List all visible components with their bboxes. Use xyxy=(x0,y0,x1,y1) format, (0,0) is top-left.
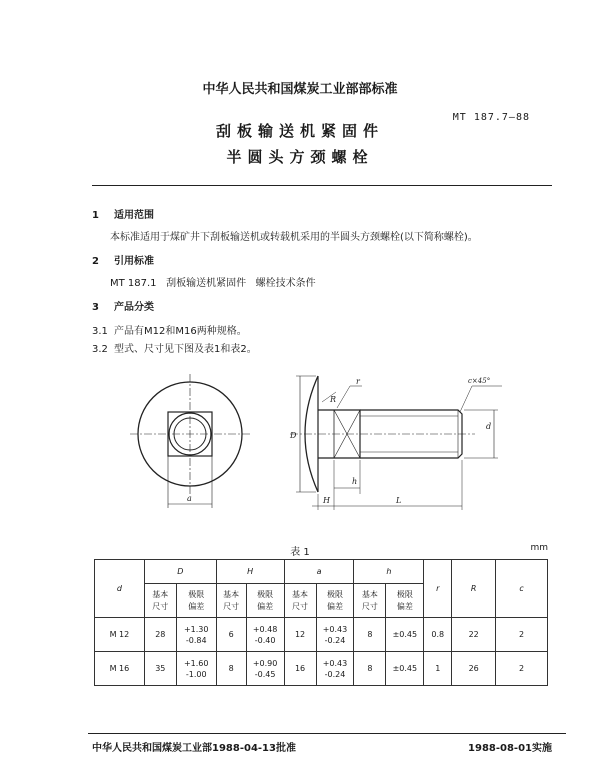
col-header-a: a xyxy=(284,560,354,584)
subheader-deviation: 极限 偏差 xyxy=(386,584,424,618)
subheader-deviation: 极限 偏差 xyxy=(316,584,354,618)
col-header-d: d xyxy=(95,560,145,618)
col-header-r: r xyxy=(424,560,452,618)
cell-R: 26 xyxy=(452,652,496,686)
bolt-top-view xyxy=(130,374,250,508)
col-header-R: R xyxy=(452,560,496,618)
bolt-side-view xyxy=(289,376,502,510)
table-row xyxy=(95,652,548,686)
cell-c: 2 xyxy=(496,652,548,686)
cell-H-dev: +0.90 -0.45 xyxy=(246,652,284,686)
subheader-basic: 基本 尺寸 xyxy=(216,584,246,618)
cell-a-basic: 12 xyxy=(284,618,316,652)
cell-h-basic: 8 xyxy=(354,618,386,652)
clause-3-1 xyxy=(92,322,247,337)
cell-D-dev: +1.30 -0.84 xyxy=(176,618,216,652)
doc-title-line2: 半圆头方颈螺栓 xyxy=(226,148,374,166)
cell-d: M 12 xyxy=(95,618,145,652)
standard-code: MT 187.7—88 xyxy=(452,112,530,123)
cell-a-dev: +0.43 -0.24 xyxy=(316,618,354,652)
cell-H-basic: 6 xyxy=(216,618,246,652)
dim-label-r: r xyxy=(356,377,360,386)
table-title: 表 1 xyxy=(290,547,310,558)
col-header-c: c xyxy=(496,560,548,618)
section-number: 3 xyxy=(92,302,99,313)
header-divider xyxy=(92,185,552,186)
subheader-deviation: 极限 偏差 xyxy=(176,584,216,618)
clause-3-2 xyxy=(92,340,257,355)
section-2-heading xyxy=(92,252,154,267)
cell-D-basic: 28 xyxy=(144,618,176,652)
dim-label-h: h xyxy=(352,477,358,486)
section-2-text: MT 187.1 刮板输送机紧固件 螺栓技术条件 xyxy=(110,278,316,289)
section-title: 引用标准 xyxy=(114,256,154,267)
cell-R: 22 xyxy=(452,618,496,652)
table-unit: mm xyxy=(530,543,548,553)
issuer-title: 中华人民共和国煤炭工业部部标准 xyxy=(202,82,398,97)
cell-h-basic: 8 xyxy=(354,652,386,686)
section-3-heading xyxy=(92,298,154,313)
table-header-row xyxy=(95,560,548,584)
cell-a-dev: +0.43 -0.24 xyxy=(316,652,354,686)
col-header-D: D xyxy=(144,560,216,584)
col-header-h: h xyxy=(354,560,424,584)
clause-text: 产品有M12和M16两种规格。 xyxy=(114,326,247,337)
col-header-H: H xyxy=(216,560,284,584)
section-number: 2 xyxy=(92,256,99,267)
dim-label-L: L xyxy=(396,496,402,505)
cell-D-basic: 35 xyxy=(144,652,176,686)
effective-date: 1988-08-01实施 xyxy=(468,743,552,754)
section-title: 产品分类 xyxy=(114,302,154,313)
subheader-basic: 基本 尺寸 xyxy=(354,584,386,618)
table-row xyxy=(95,618,548,652)
subheader-basic: 基本 尺寸 xyxy=(144,584,176,618)
subheader-basic: 基本 尺寸 xyxy=(284,584,316,618)
dim-label-a: a xyxy=(187,494,192,503)
dim-label-H: H xyxy=(323,496,330,505)
dim-label-D: D xyxy=(290,431,297,440)
dim-label-R: R xyxy=(330,395,337,404)
cell-D-dev: +1.60 -1.00 xyxy=(176,652,216,686)
clause-number: 3.1 xyxy=(92,326,108,337)
cell-d: M 16 xyxy=(95,652,145,686)
cell-r: 1 xyxy=(424,652,452,686)
cell-h-dev: ±0.45 xyxy=(386,618,424,652)
section-number: 1 xyxy=(92,210,99,221)
section-1-text: 本标准适用于煤矿井下刮板输送机或转载机采用的半圆头方颈螺栓(以下简称螺栓)。 xyxy=(110,232,478,243)
subheader-deviation: 极限 偏差 xyxy=(246,584,284,618)
cell-H-dev: +0.48 -0.40 xyxy=(246,618,284,652)
dimension-table xyxy=(94,559,548,686)
dim-label-d: d xyxy=(486,422,492,431)
approval-note: 中华人民共和国煤炭工业部1988-04-13批准 xyxy=(92,743,296,754)
section-1-heading xyxy=(92,206,154,221)
cell-h-dev: ±0.45 xyxy=(386,652,424,686)
footer-divider xyxy=(88,733,566,734)
cell-a-basic: 16 xyxy=(284,652,316,686)
dim-label-chamfer: c×45° xyxy=(468,377,491,385)
cell-H-basic: 8 xyxy=(216,652,246,686)
clause-text: 型式、尺寸见下图及表1和表2。 xyxy=(114,344,257,355)
cell-r: 0.8 xyxy=(424,618,452,652)
cell-c: 2 xyxy=(496,618,548,652)
bolt-drawing xyxy=(90,372,510,522)
section-title: 适用范围 xyxy=(114,210,154,221)
clause-number: 3.2 xyxy=(92,344,108,355)
doc-title-line1: 刮板输送机紧固件 xyxy=(215,122,384,140)
